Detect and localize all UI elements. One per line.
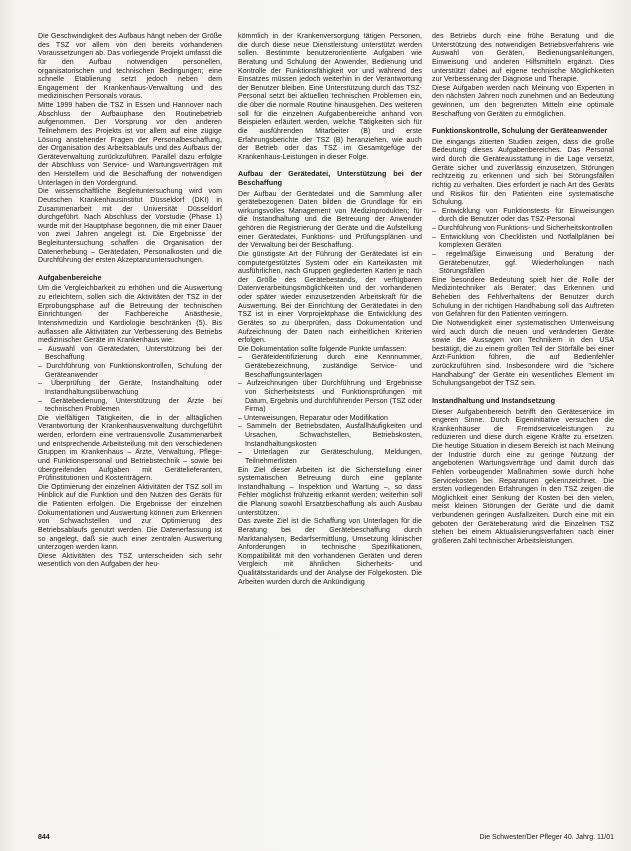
paragraph: des Betriebs durch eine frühe Beratung und die Unterstützung des notwendigen Betriebsverfahrens wie Auswahl von Geräten, Bedienungsanleitungen, Einweisung und anderen Hilfsmitteln ergänzt. Dies unterstützt dabei auf eigene technische Möglichkeiten zur Verbesserung der Diagnose und Therapie.: [432, 33, 614, 84]
list-item: – Auswahl von Gerätedaten, Unterstützung bei der Beschaffung: [38, 346, 222, 363]
paragraph: Ein Ziel dieser Arbeiten ist die Sicherstellung einer systematischen Betreuung durch eine geplante Instandhaltung – Inspektion und Wartung –, so dass Fehler möglichst frühzeitig erkannt werden; weiterhin soll die Planung sowohl Ersatzbeschaffung als auch Ausbau unterstützen.: [238, 466, 422, 517]
bullet-list: [38, 346, 222, 415]
paragraph: Dieser Aufgabenbereich betrifft den Geräteservice im engeren Sinne. Durch Eigeninitiative versuchen die Krankenhäuser die Fremdserviceleistungen zu reduzieren und diese durch eigene Kräfte zu ersetzen. Die heutige Situation in diesem Bereich ist nach Meinung der Industrie durch eine zu geringe Nutzung der angebotenen Wartungsverträge und damit durch das Fehlen vorbeugender Maßnahmen sowie durch hohe Servicekosten bei Reparaturen gekennzeichnet. Die ersten vorliegenden Erfahrungen in den TSZ zeigen die Möglichkeit einer Senkung der Kosten bei den vielen, meist kleinen Störungen der Geräte und die damit verbundenen geringen Ausfallzeiten. Durch eine mit ein geboten der Geräteberatung wird die Einzelnen TSZ stehen bei einem Aktualisierungsverfahren nach einer größeren Zahl technischer Arbeitsleistungen.: [432, 408, 614, 545]
paragraph: Das zweite Ziel ist die Schaffung von Unterlagen für die Beratung bei der Gerätebeschaffung durch Marktanalysen, Bedarfsermittlung, Umsetzung klinischer Anforderungen in technische Spezifikationen, Kompatibilität mit den vorhandenen Geräten und deren Vergleich mit ähnlichen Sicherheits- und Qualitätsstandards und der Analyse der Folgekosten. Die Arbeiten wurden durch die Ankündigung: [238, 518, 422, 586]
paragraph: Diese Aktivitäten des TSZ unterscheiden sich sehr wesentlich von den Aufgaben der heu-: [38, 552, 222, 569]
list-item: – Entwicklung von Funktionstests für Einweisungen durch die Benutzer oder das TSZ-Personal: [432, 208, 614, 225]
list-item: – Unterweisungen, Reparatur oder Modifikation: [238, 415, 422, 424]
section-heading: Funktionskontrolle, Schulung der Geräteanwender: [432, 126, 608, 136]
list-item: – regelmäßige Einweisung und Beratung der Gerätebenutzer, ggf. Wiederholungen nach Störungsfällen: [432, 251, 614, 277]
text-column-1: [38, 33, 222, 570]
list-item: – Entwicklung von Checklisten und Notfallplänen bei komplexen Geräten: [432, 234, 614, 251]
paragraph: kömmlich in der Krankenversorgung tätigen Personen, die durch diese neue Dienstleistung unterstützt werden sollen. Bestimmte benutzerorientierte Aufgaben wie Beratung und Schulung der Anwender, Bedienung und Kontrolle der Funktionsfähigkeit vor und während des Einsatzes müssen jedoch weiterhin in der Verantwortung der Benutzer bleiben. Eine Unterstützung durch das TSZ-Personal setzt bei aktuellen technischen Problemen ein, die über die normale Routine hinausgehen. Des weiteren soll für die einzelnen Aufgabenbereiche anhand von Beispielen erläutert werden, welche Tätigkeiten sich für die ausführenden Mitarbeiter (B) und erste Erfahrungsberichte der TSZ (B) heranziehen, wie auch der Betrieb oder das TSZ im Gesamtgefüge der Krankenhaus-Leistungen in dieser Folge.: [238, 33, 422, 161]
paragraph: Eine besondere Bedeutung spielt hier die Rolle der Medizintechniker als Berater; das Erkennen und Beheben des Fehlverhaltens der Benutzer durch Schulung in der richtigen Handhabung soll das Auftreten von Gefahren für den Patienten verringern.: [432, 276, 614, 319]
list-item: – Geräteidentifizierung durch eine Kennnummer, Gerätebezeichnung, zuständige Service- und Beschaffungsunterlagen: [238, 354, 422, 380]
text-column-3: [432, 33, 614, 547]
paragraph: Die Geschwindigkeit des Aufbaus hängt neben der Größe des TSZ vor allem von den bereits vorhandenen Voraussetzungen ab. Das vorliegende Projekt umfasst die für den Aufbau notwendigen personellen, organisatorischen und technischen Bedingungen; eine schnelle Etablierung setzt jedoch neben dem Engagement der Krankenhaus-Verwaltung und des medizinischen Personals voraus.: [38, 33, 222, 101]
bullet-list: [432, 208, 614, 277]
page-number: 844: [38, 834, 50, 841]
paragraph: Die günstigste Art der Führung der Gerätedatei ist ein computergestütztes System oder ein Karteikasten mit ausführlichen, nach Gruppen gegliederten Karten je nach der Größe des Gerätebestands, der verfügbaren Datenverarbeitungsmöglichkeiten und der vorhandenen oder später wieder einzusetzenden Arbeitskraft für die Auswertung. Bei der Einrichtung der Gerätedatei in den TSZ ist in einer Vorprojektphase die Entwicklung des Gerätes so zu überprüfen, dass Dokumentation und Aufzeichnung der Daten nach einheitlichen Kriterien erfolgen.: [238, 250, 422, 345]
paragraph: Um die Vergleichbarkeit zu erhöhen und die Auswertung zu erleichtern, sollen sich die Aktivitäten der TSZ in der Erprobungsphase auf die Betreuung der technischen Einrichtungen der Fachbereiche Anästhesie, Intensivmedizin und Kardiologie beschränken (5). Bis auflassen alle Aktivitäten zur Verbesserung des Betriebs medizinischer Geräte im Krankenhaus wie:: [38, 285, 222, 345]
paragraph: Mitte 1999 haben die TSZ in Essen und Hannover nach Abschluss der Aufbauphase den Routinebetrieb aufgenommen. Der Vorsprung vor den anderen Teilnehmern des Projekts ist vor allem auf eine zügige Lösung anstehender Fragen der Personalbeschaffung, der Organisation des Arbeitsablaufs und des Aufbaus der Geräteverwaltung zurückzuführen. Parallel dazu erfolgte der Abschluss von Service- und Wartungsverträgen mit den Herstellern und die Beschaffung der notwendigen Unterlagen in den Vordergrund.: [38, 102, 222, 187]
list-item: – Durchführung von Funktionskontrollen, Schulung der Geräteanwender: [38, 363, 222, 380]
list-item: – Sammeln der Betriebsdaten, Ausfallhäufigkeiten und Ursachen, Schwachstellen, Betriebskosten, Instandhaltungskosten: [238, 423, 422, 449]
bullet-list: [238, 354, 422, 466]
text-column-2: [238, 33, 422, 587]
paragraph: Die eingangs zitierten Studien zeigen, dass die große Bedeutung dieses Aufgabenbereiches. Das Personal wird durch die Geräteausstattung in die Lage versetzt, Geräte sicher und zuverlässig einzusetzen, Störungen rechtzeitig zu erkennen und sich bei Störungsfällen richtig zu verhalten. Dies erfordert je nach Art des Geräts und Risikos für den Patienten eine systematische Schulung.: [432, 138, 614, 207]
paragraph: Die Dokumentation sollte folgende Punkte umfassen:: [238, 345, 407, 353]
list-item: – Überprüfung der Geräte, Instandhaltung oder Instandhaltungsüberwachung: [38, 380, 222, 397]
paragraph: Diese Aufgaben werden nach Meinung von Experten in den nächsten Jahren noch zunehmen und an Bedeutung gewinnen, um den begrenzten Mitteln eine optimale Beschaffung von Geräten zu ermöglichen.: [432, 84, 614, 118]
section-heading: Instandhaltung und Instandsetzung: [432, 395, 556, 405]
paragraph: Die vielfältigen Tätigkeiten, die in der alltäglichen Verantwortung der Krankenhausverwaltung durchgeführt werden, erfordern eine vertrauensvolle Zusammenarbeit und entsprechende Arbeitsteilung mit den verschiedenen Gruppen im Krankenhaus – Ärzte, Verwaltung, Pflege- und Funktionspersonal und Betriebstechnik – sowie bei übergreifenden Aufgaben mit Gerätelieferanten, Prüfinstitutionen und Kostenträgern.: [38, 414, 222, 483]
paragraph: Die Optimierung der einzelnen Aktivitäten der TSZ soll im Hinblick auf die Funktion und den Nutzen des Geräts für die Patienten erfolgen. Die Ergebnisse der einzelnen Dokumentationen und Auswertung können zum Erkennen von Schwachstellen und zur Optimierung des Betriebsablaufs genutzt werden. Die Datenerfassung ist so angelegt, daß sie auch einer zentralen Auswertung unterzogen werden kann.: [38, 483, 222, 552]
running-footer: Die Schwester/Der Pfleger 40. Jahrg. 11/01: [479, 834, 614, 841]
list-item: – Durchführung von Funktions- und Sicherheitskontrollen: [432, 225, 614, 234]
paragraph: Die wissenschaftliche Begleituntersuchung wird vom Deutschen Krankenhausinstitut Düsseldorf (DKI) in Zusammenarbeit mit der Universität Düsseldorf durchgeführt. Nach Abschluss der Vorstudie (Phase 1) wurde mit der Hauptphase begonnen, die mit einer Dauer von zwei Jahren angelegt ist. Die Ergebnisse der Begleituntersuchung schaffen die Organisation der Datenerhebung – Gerätedaten, Personalkosten und die Durchführung der ersten Akzeptanzuntersuchungen.: [38, 188, 222, 265]
paragraph: Die Notwendigkeit einer systematischen Unterweisung wird auch durch die neuen und veränderten Geräte sowie die Aussagen von Technikern in den USA bestätigt, die zu einem großen Teil der Störfälle bei einer Arzt-Funktion führen, die auf Bedienfehler zurückzuführen sind. Insbesondere wird die "sichere Handhabung" der Geräte ein wesentliches Element im Schulungsangebot der TSZ sein.: [432, 319, 614, 388]
list-item: – Aufzeichnungen über Durchführung und Ergebnisse von Sicherheitstests und Funktionsprüfungen mit Datum, Ergebnis und durchführender Person (TSZ oder Firma): [238, 380, 422, 415]
list-item: – Gerätebedienung, Unterstützung der Ärzte bei technischen Problemen: [38, 398, 222, 415]
paragraph: Der Aufbau der Gerätedatei und die Sammlung aller gerätebezogenen Daten bilden die Grundlage für ein wirkungsvolles Management von Medizinprodukten; für die Instandhaltung und die Betreuung der Anwender gehören die Registrierung der Geräte und die Aufstellung einer Gerätedatei, Funktions- und Prüfungsplänen und der Verwaltung bei der Beschaffung.: [238, 190, 422, 250]
section-heading: Aufgabenbereiche: [38, 272, 102, 282]
list-item: – Unterlagen zur Geräteschulung, Meldungen, Teilnehmerlisten: [238, 449, 422, 466]
section-heading: Aufbau der Gerätedatei, Unterstützung bei der Beschaffung: [238, 169, 422, 187]
